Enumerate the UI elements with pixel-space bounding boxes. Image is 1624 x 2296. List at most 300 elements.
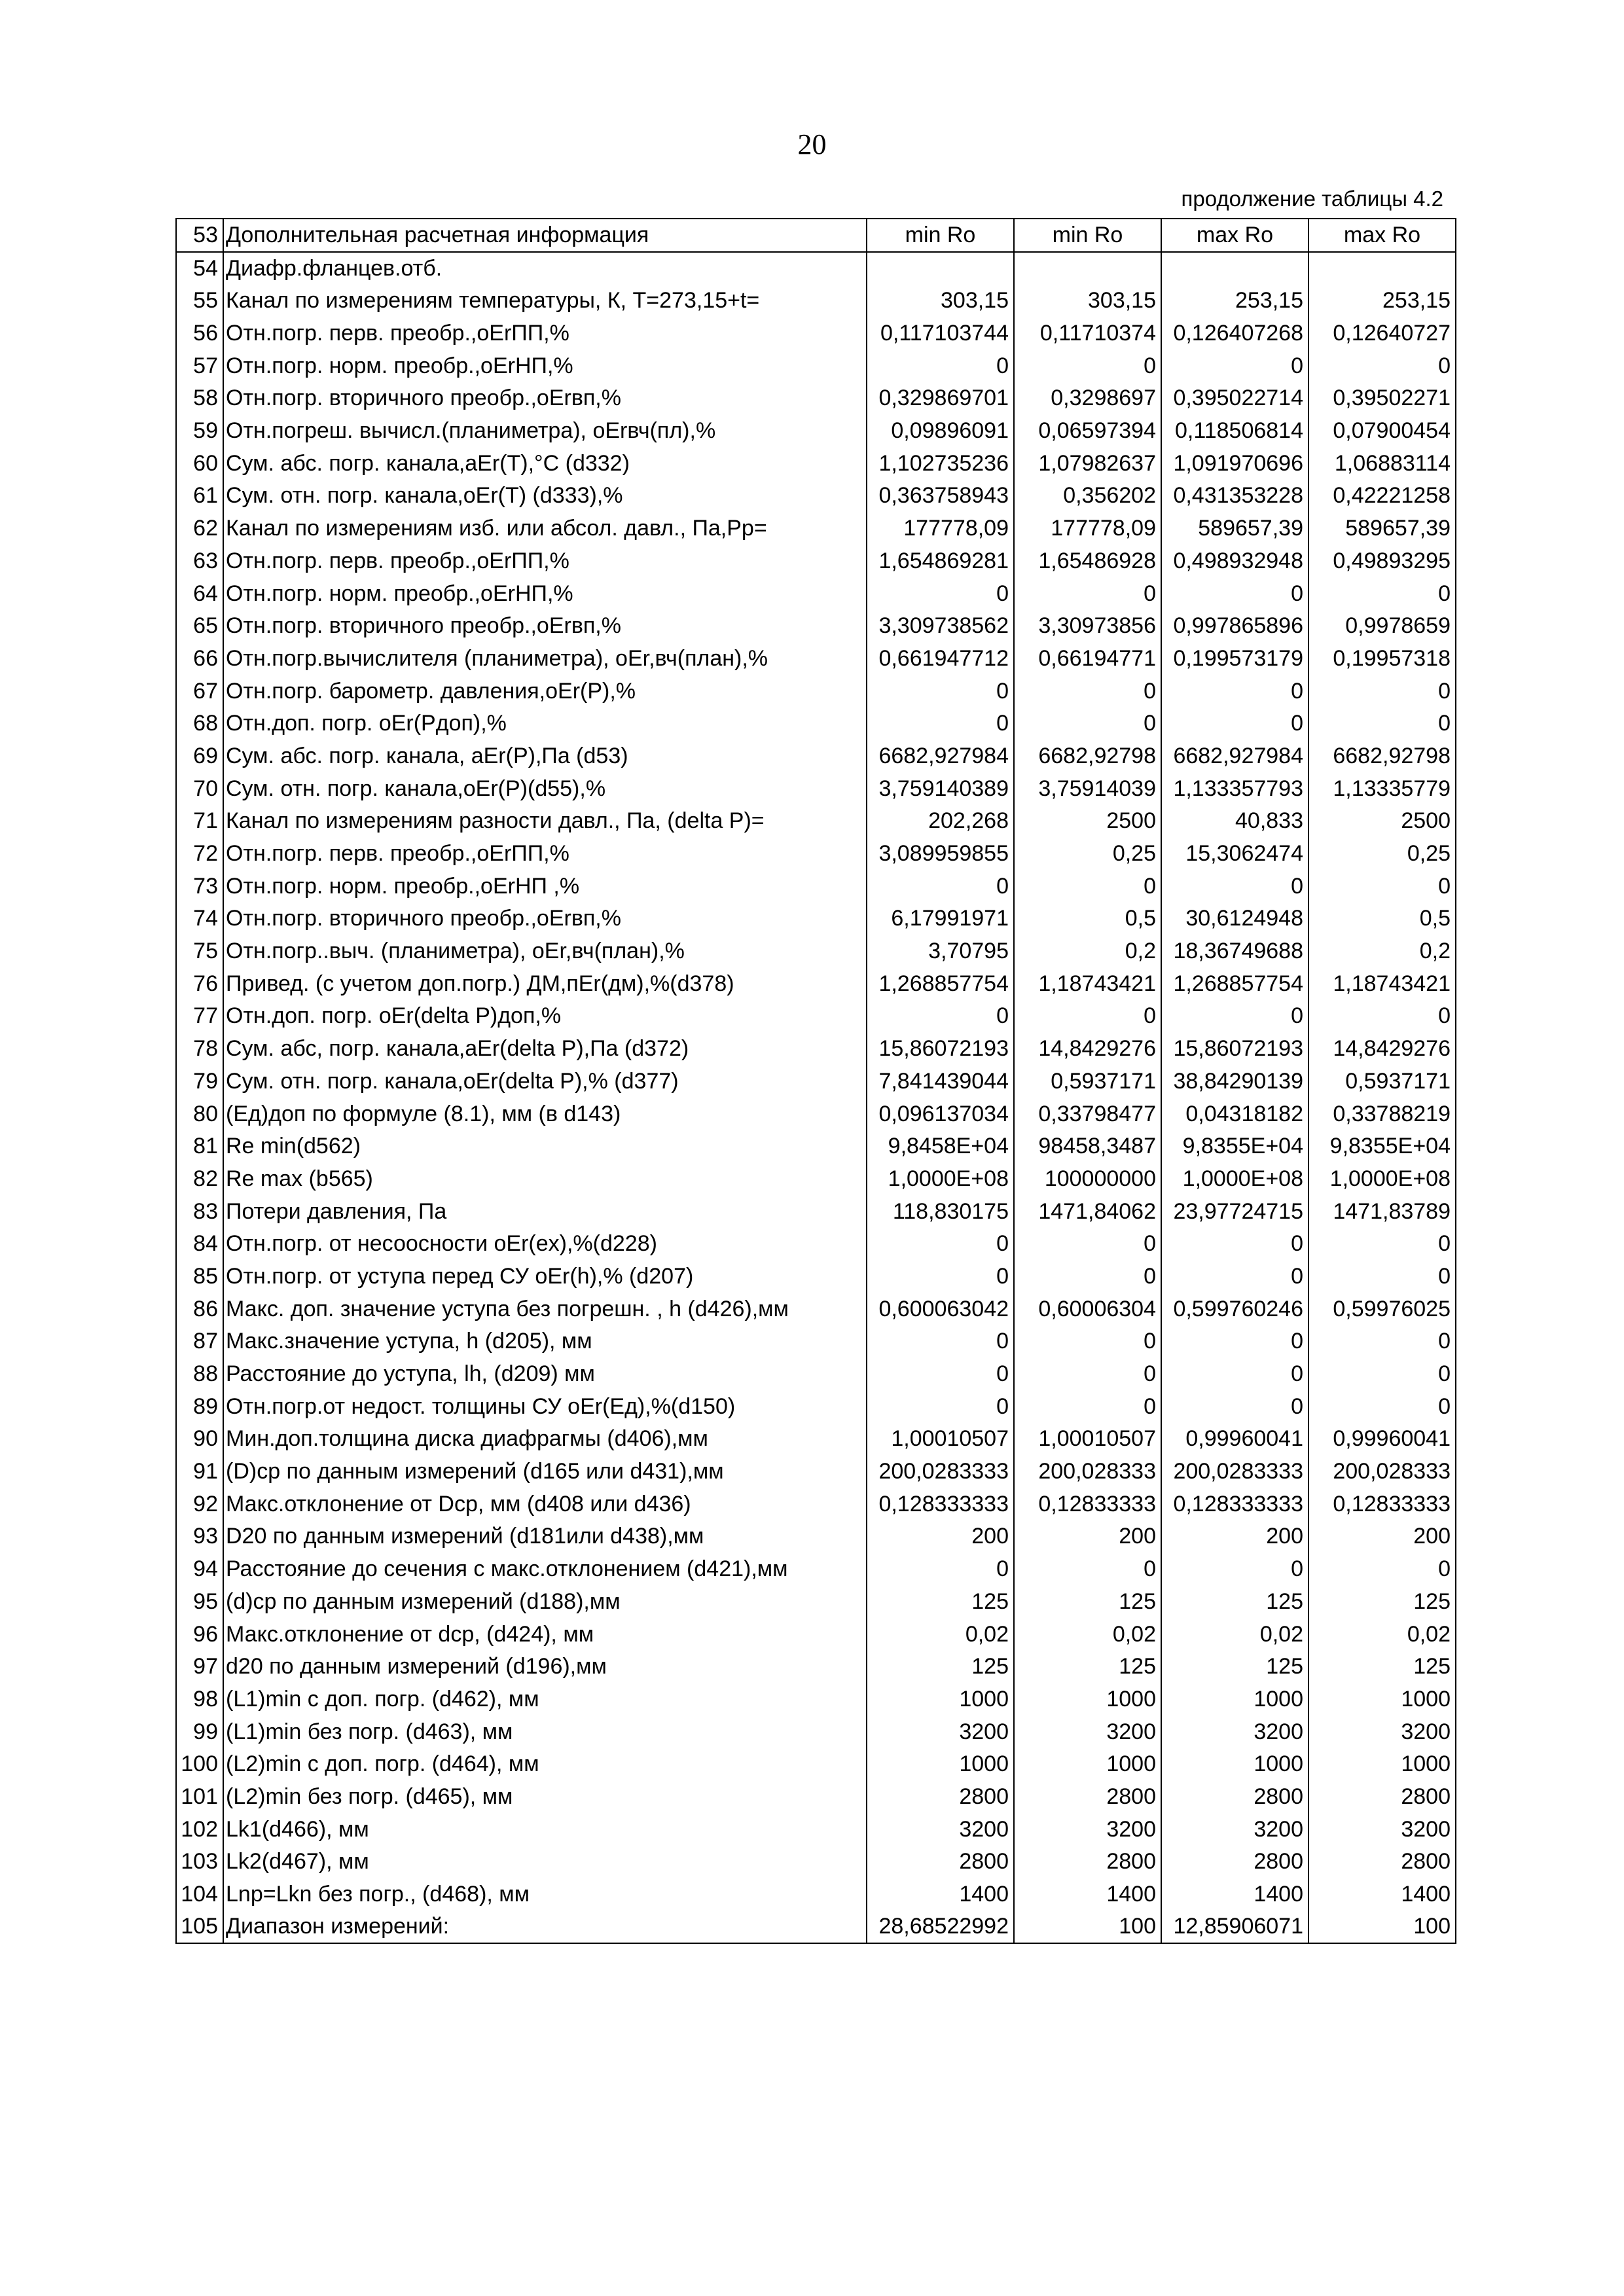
table-row	[176, 1781, 1456, 1814]
table-row	[176, 1033, 1456, 1066]
row-value: 0,09896091	[867, 415, 1014, 448]
table-row	[176, 545, 1456, 578]
row-label: Макс. доп. значение уступа без погрешн. , h (d426),мм	[223, 1293, 867, 1325]
row-value: 100	[1014, 1910, 1161, 1943]
row-value: 2800	[1014, 1781, 1161, 1814]
row-value: 0,126407268	[1161, 317, 1308, 350]
row-value: 0,12640727	[1308, 317, 1456, 350]
row-value: 0,997865896	[1161, 610, 1308, 643]
row-value: 0	[1161, 1228, 1308, 1261]
row-label: Lk2(d467), мм	[223, 1846, 867, 1878]
row-value: 14,8429276	[1308, 1033, 1456, 1066]
row-value: 3200	[1308, 1813, 1456, 1846]
row-label: Сум. отн. погр. канала,oEr(P)(d55),%	[223, 772, 867, 805]
row-value: 0,19957318	[1308, 643, 1456, 675]
row-label: (D)ср по данным измерений (d165 или d431),мм	[223, 1456, 867, 1488]
table-row	[176, 1358, 1456, 1391]
row-label: Отн.погр. норм. преобр.,oErНП,%	[223, 350, 867, 382]
row-value: 0	[1161, 870, 1308, 903]
table-row	[176, 1456, 1456, 1488]
row-value: 0	[1161, 1358, 1308, 1391]
row-label: Lnp=Lkn без погр., (d468), мм	[223, 1878, 867, 1911]
row-value: 0	[867, 1261, 1014, 1293]
row-value: 253,15	[1308, 285, 1456, 317]
row-value: 0	[1308, 1358, 1456, 1391]
row-value: 0,199573179	[1161, 643, 1308, 675]
row-value: 2800	[1161, 1781, 1308, 1814]
table-row	[176, 1293, 1456, 1325]
row-value	[1308, 252, 1456, 285]
row-value: 1,00010507	[1014, 1423, 1161, 1456]
row-value: 0,25	[1014, 838, 1161, 870]
row-label: Расстояние до сечения с макс.отклонением (d421),мм	[223, 1553, 867, 1586]
row-value: 0,66194771	[1014, 643, 1161, 675]
row-label: (d)ср по данным измерений (d188),мм	[223, 1586, 867, 1619]
row-number: 89	[176, 1390, 223, 1423]
row-label: Отн.погр.от недост. толщины СУ oEr(Ед),%(d150)	[223, 1390, 867, 1423]
row-value: 1,268857754	[1161, 967, 1308, 1000]
row-value: 0,599760246	[1161, 1293, 1308, 1325]
row-label: Отн.погр. норм. преобр.,oErНП,%	[223, 577, 867, 610]
row-value: 589657,39	[1161, 512, 1308, 545]
row-value: 0	[1161, 1000, 1308, 1033]
row-value: 0	[1308, 1000, 1456, 1033]
row-number: 94	[176, 1553, 223, 1586]
table-row	[176, 252, 1456, 285]
row-value: 0,395022714	[1161, 382, 1308, 415]
row-number: 66	[176, 643, 223, 675]
row-number: 65	[176, 610, 223, 643]
row-number: 60	[176, 447, 223, 480]
row-value: 0	[1161, 1390, 1308, 1423]
table-row	[176, 1618, 1456, 1651]
row-number: 102	[176, 1813, 223, 1846]
table-row	[176, 1423, 1456, 1456]
row-label: Сум. абс. погр. канала, aEr(P),Па (d53)	[223, 740, 867, 773]
row-value: 0	[867, 1325, 1014, 1358]
row-number: 82	[176, 1163, 223, 1196]
row-value: 2800	[867, 1781, 1014, 1814]
row-value: 1,07982637	[1014, 447, 1161, 480]
row-value: 0,356202	[1014, 480, 1161, 512]
row-value: 200,028333	[1014, 1456, 1161, 1488]
row-value: 0,02	[1014, 1618, 1161, 1651]
row-label: Расстояние до уступа, lh, (d209) мм	[223, 1358, 867, 1391]
row-number: 58	[176, 382, 223, 415]
table-row	[176, 382, 1456, 415]
row-value: 12,85906071	[1161, 1910, 1308, 1943]
row-number: 72	[176, 838, 223, 870]
table-row	[176, 1813, 1456, 1846]
row-value: 0	[867, 350, 1014, 382]
table-row	[176, 1325, 1456, 1358]
row-value: 0,661947712	[867, 643, 1014, 675]
row-number: 57	[176, 350, 223, 382]
row-value: 125	[1308, 1586, 1456, 1619]
row-value: 0	[1014, 870, 1161, 903]
row-value: 0,600063042	[867, 1293, 1014, 1325]
table-row	[176, 447, 1456, 480]
row-value: 1000	[867, 1683, 1014, 1716]
row-value: 200,028333	[1308, 1456, 1456, 1488]
row-value: 0	[1161, 1261, 1308, 1293]
row-number: 80	[176, 1098, 223, 1130]
row-value: 0,363758943	[867, 480, 1014, 512]
row-value: 2800	[1014, 1846, 1161, 1878]
table-row	[176, 1520, 1456, 1553]
row-label: Канал по измерениям изб. или абсол. давл., Па,Pp=	[223, 512, 867, 545]
row-value: 1,06883114	[1308, 447, 1456, 480]
row-value: 125	[1014, 1586, 1161, 1619]
row-number: 105	[176, 1910, 223, 1943]
row-value: 0,59976025	[1308, 1293, 1456, 1325]
table-row	[176, 1390, 1456, 1423]
row-value: 0,5	[1308, 903, 1456, 935]
row-label: Lk1(d466), мм	[223, 1813, 867, 1846]
row-label: D20 по данным измерений (d181или d438),мм	[223, 1520, 867, 1553]
row-number: 68	[176, 708, 223, 740]
row-number: 54	[176, 252, 223, 285]
row-number: 76	[176, 967, 223, 1000]
row-value: 0,329869701	[867, 382, 1014, 415]
row-value: 0,04318182	[1161, 1098, 1308, 1130]
row-value: 40,833	[1161, 805, 1308, 838]
row-value: 3200	[1308, 1715, 1456, 1748]
row-value: 200,0283333	[1161, 1456, 1308, 1488]
row-label: Отн.погреш. вычисл.(планиметра), oErвч(пл),%	[223, 415, 867, 448]
column-header: max Ro	[1161, 219, 1308, 252]
row-number: 92	[176, 1488, 223, 1520]
row-value: 6682,927984	[1161, 740, 1308, 773]
row-value: 1,268857754	[867, 967, 1014, 1000]
row-label: Мин.доп.толщина диска диафрагмы (d406),мм	[223, 1423, 867, 1456]
row-label: (L1)min без погр. (d463), мм	[223, 1715, 867, 1748]
row-value: 0	[1161, 708, 1308, 740]
row-value: 0	[1014, 1000, 1161, 1033]
row-number: 53	[176, 219, 223, 252]
row-value: 0	[1308, 870, 1456, 903]
table-row	[176, 675, 1456, 708]
row-value: 1,654869281	[867, 545, 1014, 578]
row-value: 15,86072193	[1161, 1033, 1308, 1066]
row-value: 3200	[1161, 1813, 1308, 1846]
row-value: 9,8355E+04	[1308, 1130, 1456, 1163]
row-number: 93	[176, 1520, 223, 1553]
row-value: 1000	[1308, 1683, 1456, 1716]
calculation-table	[175, 218, 1456, 1944]
row-value: 1471,84062	[1014, 1195, 1161, 1228]
row-value: 3,70795	[867, 935, 1014, 968]
table-row	[176, 967, 1456, 1000]
row-label: Макс.отклонение от dср, (d424), мм	[223, 1618, 867, 1651]
row-value: 0,02	[867, 1618, 1014, 1651]
table-row	[176, 805, 1456, 838]
row-label: Макс.отклонение от Dср, мм (d408 или d436)	[223, 1488, 867, 1520]
row-number: 75	[176, 935, 223, 968]
row-value: 303,15	[867, 285, 1014, 317]
row-value: 0	[1308, 1325, 1456, 1358]
row-label: Отн.погр. от уступа перед СУ oEr(h),% (d207)	[223, 1261, 867, 1293]
row-label: Сум. отн. погр. канала,oEr(T) (d333),%	[223, 480, 867, 512]
row-label: Сум. абс. погр. канала,aEr(T),°С (d332)	[223, 447, 867, 480]
row-number: 99	[176, 1715, 223, 1748]
row-value: 200,0283333	[867, 1456, 1014, 1488]
table-row	[176, 285, 1456, 317]
row-value: 1,091970696	[1161, 447, 1308, 480]
row-value: 6682,927984	[867, 740, 1014, 773]
row-value: 1000	[1014, 1748, 1161, 1781]
row-value: 9,8355E+04	[1161, 1130, 1308, 1163]
page-number: 20	[797, 128, 827, 160]
row-value: 0,128333333	[1161, 1488, 1308, 1520]
row-label: Отн.погр. перв. преобр.,oErПП,%	[223, 838, 867, 870]
row-number: 98	[176, 1683, 223, 1716]
row-label: Сум. абс, погр. канала,aEr(delta P),Па (d372)	[223, 1033, 867, 1066]
row-label: Отн.погр..выч. (планиметра), oEr,вч(план),%	[223, 935, 867, 968]
table-row	[176, 740, 1456, 773]
row-value: 14,8429276	[1014, 1033, 1161, 1066]
row-value: 0	[1014, 1390, 1161, 1423]
row-label: Re max (b565)	[223, 1163, 867, 1196]
row-number: 83	[176, 1195, 223, 1228]
table-header-row	[176, 219, 1456, 252]
table-row	[176, 643, 1456, 675]
row-value: 0	[867, 577, 1014, 610]
row-value: 1,102735236	[867, 447, 1014, 480]
row-value: 3200	[867, 1813, 1014, 1846]
row-label: (L2)min без погр. (d465), мм	[223, 1781, 867, 1814]
table-row	[176, 838, 1456, 870]
row-number: 85	[176, 1261, 223, 1293]
row-value	[1161, 252, 1308, 285]
row-value: 1400	[1161, 1878, 1308, 1911]
row-value: 2800	[1161, 1846, 1308, 1878]
row-value: 6682,92798	[1014, 740, 1161, 773]
row-value: 9,8458E+04	[867, 1130, 1014, 1163]
row-value: 2500	[1014, 805, 1161, 838]
row-label: Сум. отн. погр. канала,oEr(delta P),% (d377)	[223, 1066, 867, 1098]
column-header: min Ro	[867, 219, 1014, 252]
row-value: 0,02	[1308, 1618, 1456, 1651]
row-value: 0	[867, 1358, 1014, 1391]
row-value: 125	[1308, 1651, 1456, 1683]
table-row	[176, 708, 1456, 740]
row-value: 2500	[1308, 805, 1456, 838]
row-value: 0,117103744	[867, 317, 1014, 350]
row-value: 118,830175	[867, 1195, 1014, 1228]
row-number: 100	[176, 1748, 223, 1781]
row-value: 3200	[1161, 1715, 1308, 1748]
row-value: 1,13335779	[1308, 772, 1456, 805]
table-row	[176, 317, 1456, 350]
row-value: 0	[1308, 1228, 1456, 1261]
row-value: 0	[1014, 350, 1161, 382]
row-value: 0	[867, 870, 1014, 903]
row-value: 100	[1308, 1910, 1456, 1943]
row-value: 2800	[1308, 1781, 1456, 1814]
row-value: 2800	[867, 1846, 1014, 1878]
row-value: 0,02	[1161, 1618, 1308, 1651]
row-value: 0,2	[1014, 935, 1161, 968]
row-value: 100000000	[1014, 1163, 1161, 1196]
row-value: 0,12833333	[1014, 1488, 1161, 1520]
row-label: d20 по данным измерений (d196),мм	[223, 1651, 867, 1683]
row-number: 71	[176, 805, 223, 838]
row-value: 1400	[1308, 1878, 1456, 1911]
row-value: 1,65486928	[1014, 545, 1161, 578]
row-value: 125	[867, 1651, 1014, 1683]
row-value: 1,133357793	[1161, 772, 1308, 805]
row-label: Отн.погр.вычислителя (планиметра), oEr,вч(план),%	[223, 643, 867, 675]
column-header: max Ro	[1308, 219, 1456, 252]
table-row	[176, 1553, 1456, 1586]
table-row	[176, 1878, 1456, 1911]
row-value: 6682,92798	[1308, 740, 1456, 773]
row-value: 0	[1308, 1261, 1456, 1293]
row-value: 0,99960041	[1161, 1423, 1308, 1456]
row-value: 1000	[1308, 1748, 1456, 1781]
row-value: 0,12833333	[1308, 1488, 1456, 1520]
row-label: (L1)min с доп. погр. (d462), мм	[223, 1683, 867, 1716]
row-label: Отн.погр. вторичного преобр.,oErвп,%	[223, 610, 867, 643]
row-value	[867, 252, 1014, 285]
table-row	[176, 1000, 1456, 1033]
row-value: 3200	[1014, 1715, 1161, 1748]
row-label: Канал по измерениям температуры, К, T=273,15+t=	[223, 285, 867, 317]
row-number: 88	[176, 1358, 223, 1391]
table-row	[176, 1195, 1456, 1228]
row-number: 69	[176, 740, 223, 773]
row-value: 200	[1308, 1520, 1456, 1553]
row-value: 0	[1308, 1553, 1456, 1586]
row-value: 177778,09	[867, 512, 1014, 545]
row-value: 0	[1014, 1261, 1161, 1293]
row-value: 1,18743421	[1014, 967, 1161, 1000]
row-number: 74	[176, 903, 223, 935]
table-row	[176, 1066, 1456, 1098]
row-value: 0,33798477	[1014, 1098, 1161, 1130]
row-value: 0,3298697	[1014, 382, 1161, 415]
row-number: 104	[176, 1878, 223, 1911]
row-value: 98458,3487	[1014, 1130, 1161, 1163]
row-number: 56	[176, 317, 223, 350]
row-value: 0,9978659	[1308, 610, 1456, 643]
row-value: 1,0000E+08	[867, 1163, 1014, 1196]
row-value: 1471,83789	[1308, 1195, 1456, 1228]
table-row	[176, 772, 1456, 805]
row-value: 0	[1014, 675, 1161, 708]
row-value: 0	[1014, 1228, 1161, 1261]
row-value: 0	[1308, 350, 1456, 382]
row-value: 0	[1308, 577, 1456, 610]
table-row	[176, 1846, 1456, 1878]
row-number: 86	[176, 1293, 223, 1325]
row-label: (L2)min с доп. погр. (d464), мм	[223, 1748, 867, 1781]
table-row	[176, 480, 1456, 512]
row-number: 91	[176, 1456, 223, 1488]
row-number: 96	[176, 1618, 223, 1651]
row-value: 0,25	[1308, 838, 1456, 870]
row-label: Диафр.фланцев.отб.	[223, 252, 867, 285]
row-value: 0	[1308, 1390, 1456, 1423]
row-value: 125	[867, 1586, 1014, 1619]
row-value: 1000	[867, 1748, 1014, 1781]
row-number: 64	[176, 577, 223, 610]
table-row	[176, 1651, 1456, 1683]
row-value: 3,309738562	[867, 610, 1014, 643]
row-value: 202,268	[867, 805, 1014, 838]
row-value: 23,97724715	[1161, 1195, 1308, 1228]
table-row	[176, 870, 1456, 903]
row-value: 0	[867, 1228, 1014, 1261]
row-number: 63	[176, 545, 223, 578]
row-value: 7,841439044	[867, 1066, 1014, 1098]
row-value: 0,07900454	[1308, 415, 1456, 448]
row-number: 70	[176, 772, 223, 805]
row-value: 0,128333333	[867, 1488, 1014, 1520]
table-continuation-caption: продолжение таблицы 4.2	[1181, 187, 1443, 211]
row-value: 0,2	[1308, 935, 1456, 968]
row-number: 59	[176, 415, 223, 448]
table-row	[176, 415, 1456, 448]
row-number: 84	[176, 1228, 223, 1261]
row-value: 0	[867, 1553, 1014, 1586]
row-value: 125	[1161, 1586, 1308, 1619]
column-header: min Ro	[1014, 219, 1161, 252]
row-number: 90	[176, 1423, 223, 1456]
table-row	[176, 1228, 1456, 1261]
row-value: 1,0000E+08	[1161, 1163, 1308, 1196]
row-value: 1000	[1014, 1683, 1161, 1716]
row-number: 73	[176, 870, 223, 903]
table-row	[176, 350, 1456, 382]
row-value: 0	[1161, 1325, 1308, 1358]
row-label: Привед. (с учетом доп.погр.) ДМ,пEr(дм),%(d378)	[223, 967, 867, 1000]
table-row	[176, 577, 1456, 610]
row-value: 0,06597394	[1014, 415, 1161, 448]
table-row	[176, 1910, 1456, 1943]
table-row	[176, 935, 1456, 968]
row-label: Отн.доп. погр. oEr(Pдоп),%	[223, 708, 867, 740]
row-label: Отн.доп. погр. oEr(delta P)доп,%	[223, 1000, 867, 1033]
table-row	[176, 512, 1456, 545]
row-value: 0,5937171	[1308, 1066, 1456, 1098]
row-value: 0,11710374	[1014, 317, 1161, 350]
table-row	[176, 1163, 1456, 1196]
row-label: (Ед)доп по формуле (8.1), мм (в d143)	[223, 1098, 867, 1130]
row-value: 18,36749688	[1161, 935, 1308, 968]
row-label: Отн.погр. от несоосности oEr(ex),%(d228)	[223, 1228, 867, 1261]
row-value: 0	[1308, 675, 1456, 708]
table-row	[176, 610, 1456, 643]
row-label: Отн.погр. норм. преобр.,oErНП ,%	[223, 870, 867, 903]
row-label: Отн.погр. вторичного преобр.,oErвп,%	[223, 382, 867, 415]
row-label: Отн.погр. перв. преобр.,oErПП,%	[223, 317, 867, 350]
row-value: 15,86072193	[867, 1033, 1014, 1066]
row-value: 0	[867, 1000, 1014, 1033]
row-label: Канал по измерениям разности давл., Па, (delta P)=	[223, 805, 867, 838]
row-number: 55	[176, 285, 223, 317]
row-value: 0,99960041	[1308, 1423, 1456, 1456]
row-value: 1400	[1014, 1878, 1161, 1911]
row-number: 95	[176, 1586, 223, 1619]
row-label: Отн.погр. барометр. давления,oEr(P),%	[223, 675, 867, 708]
row-label: Re min(d562)	[223, 1130, 867, 1163]
row-value: 0,096137034	[867, 1098, 1014, 1130]
row-value: 1400	[867, 1878, 1014, 1911]
row-value: 0	[1161, 577, 1308, 610]
row-value: 0,5937171	[1014, 1066, 1161, 1098]
